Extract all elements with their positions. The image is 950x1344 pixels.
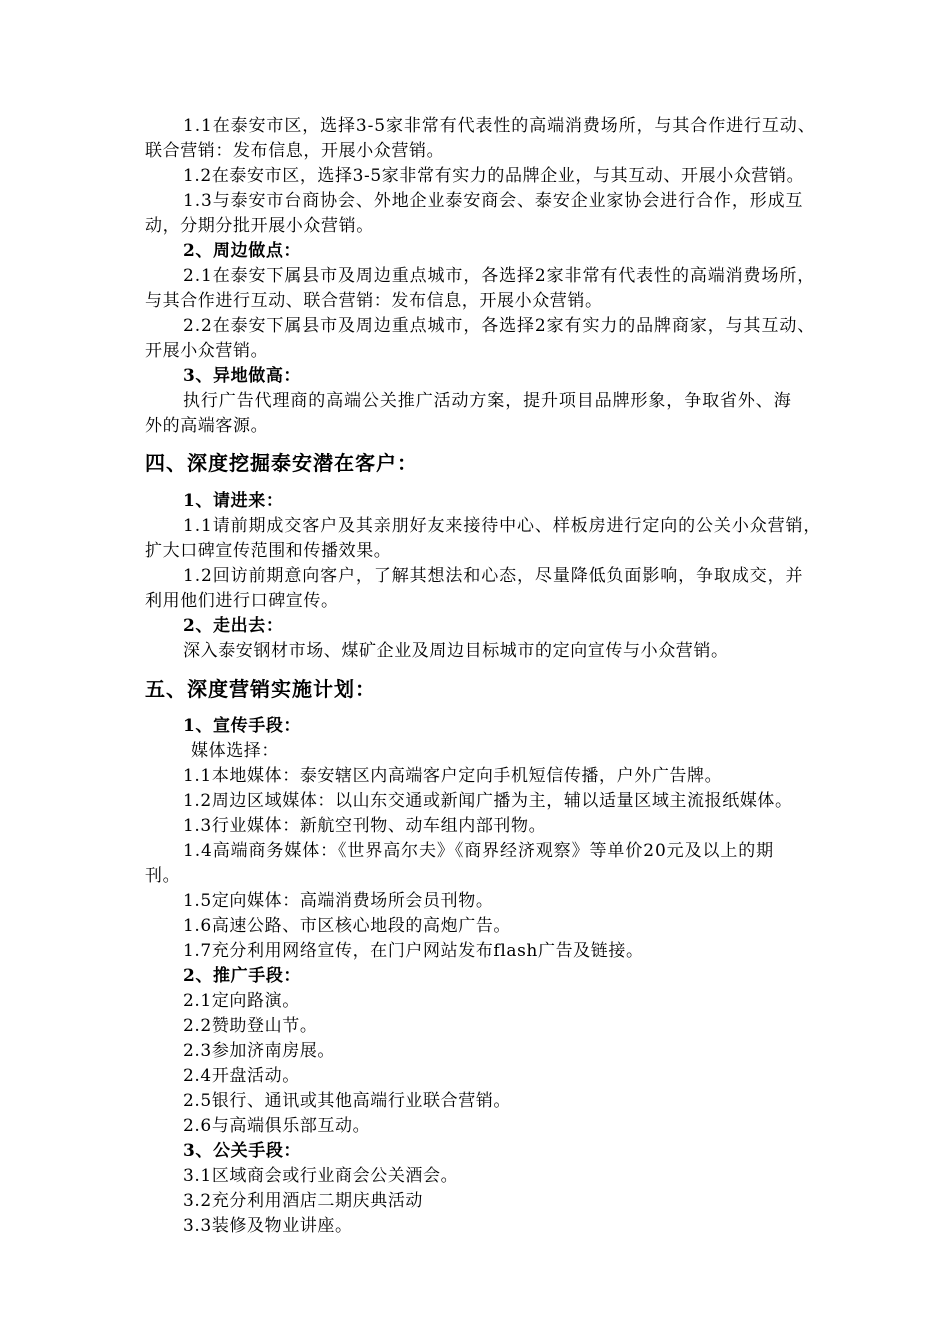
item-5-1-4-cont: 刊。 <box>145 866 181 886</box>
item-5-1-6: 1.6高速公路、市区核心地段的高炮广告。 <box>183 916 512 936</box>
item-5-1-1: 1.1本地媒体：泰安辖区内高端客户定向手机短信传播，户外广告牌。 <box>183 766 723 786</box>
subheading-surrounding: 2、周边做点： <box>183 241 302 261</box>
paragraph-remote: 执行广告代理商的高端公关推广活动方案，提升项目品牌形象，争取省外、海 <box>183 391 792 411</box>
item-5-2-6: 2.6与高端俱乐部互动。 <box>183 1116 371 1136</box>
subheading-promotion: 2、推广手段： <box>183 966 302 986</box>
section-heading-5: 五、深度营销实施计划： <box>145 677 376 701</box>
paragraph-1-3: 1.3与泰安市台商协会、外地企业泰安商会、泰安企业家协会进行合作，形成互 <box>183 191 804 211</box>
item-5-2-2: 2.2赞助登山节。 <box>183 1016 318 1036</box>
subheading-pr: 3、公关手段： <box>183 1141 302 1161</box>
paragraph-4-1-1-cont: 扩大口碑宣传范围和传播效果。 <box>145 541 392 561</box>
item-5-3-1: 3.1区域商会或行业商会公关酒会。 <box>183 1166 459 1186</box>
item-5-1-2: 1.2周边区域媒体：以山东交通或新闻广播为主，辅以适量区域主流报纸媒体。 <box>183 791 793 811</box>
item-5-2-1: 2.1定向路演。 <box>183 991 300 1011</box>
paragraph-remote-cont: 外的高端客源。 <box>145 416 269 436</box>
media-selection-label: 媒体选择： <box>191 741 279 761</box>
paragraph-4-1-1: 1.1请前期成交客户及其亲朋好友来接待中心、样板房进行定向的公关小众营销， <box>183 516 822 536</box>
paragraph-1-1: 1.1在泰安市区，选择3-5家非常有代表性的高端消费场所，与其合作进行互动、 <box>183 116 816 136</box>
subheading-publicity: 1、宣传手段： <box>183 716 302 736</box>
item-5-2-3: 2.3参加济南房展。 <box>183 1041 336 1061</box>
item-5-1-4: 1.4高端商务媒体：《世界高尔夫》《商界经济观察》等单价20元及以上的期 <box>183 841 775 861</box>
item-5-3-2: 3.2充分利用酒店二期庆典活动 <box>183 1191 424 1211</box>
paragraph-1-1-cont: 联合营销：发布信息，开展小众营销。 <box>145 141 445 161</box>
item-5-1-3: 1.3行业媒体：新航空刊物、动车组内部刊物。 <box>183 816 547 836</box>
subheading-remote: 3、异地做高： <box>183 366 302 386</box>
paragraph-2-1-cont: 与其合作进行互动、联合营销：发布信息，开展小众营销。 <box>145 291 603 311</box>
item-5-2-5: 2.5银行、通讯或其他高端行业联合营销。 <box>183 1091 512 1111</box>
paragraph-1-3-cont: 动，分期分批开展小众营销。 <box>145 216 374 236</box>
subheading-invite: 1、请进来： <box>183 491 284 511</box>
item-5-2-4: 2.4开盘活动。 <box>183 1066 300 1086</box>
paragraph-go-out: 深入泰安钢材市场、煤矿企业及周边目标城市的定向宣传与小众营销。 <box>183 641 729 661</box>
subheading-go-out: 2、走出去： <box>183 616 284 636</box>
paragraph-2-2: 2.2在泰安下属县市及周边重点城市，各选择2家有实力的品牌商家，与其互动、 <box>183 316 816 336</box>
item-5-1-7: 1.7充分利用网络宣传，在门户网站发布flash广告及链接。 <box>183 941 644 961</box>
item-5-3-3: 3.3装修及物业讲座。 <box>183 1216 353 1236</box>
paragraph-4-1-2-cont: 利用他们进行口碑宣传。 <box>145 591 339 611</box>
paragraph-2-1: 2.1在泰安下属县市及周边重点城市，各选择2家非常有代表性的高端消费场所， <box>183 266 816 286</box>
paragraph-4-1-2: 1.2回访前期意向客户，了解其想法和心态，尽量降低负面影响，争取成交，并 <box>183 566 804 586</box>
item-5-1-5: 1.5定向媒体：高端消费场所会员刊物。 <box>183 891 494 911</box>
section-heading-4: 四、深度挖掘泰安潜在客户： <box>145 451 418 475</box>
paragraph-1-2: 1.2在泰安市区，选择3-5家非常有实力的品牌企业，与其互动、开展小众营销。 <box>183 166 805 186</box>
paragraph-2-2-cont: 开展小众营销。 <box>145 341 269 361</box>
